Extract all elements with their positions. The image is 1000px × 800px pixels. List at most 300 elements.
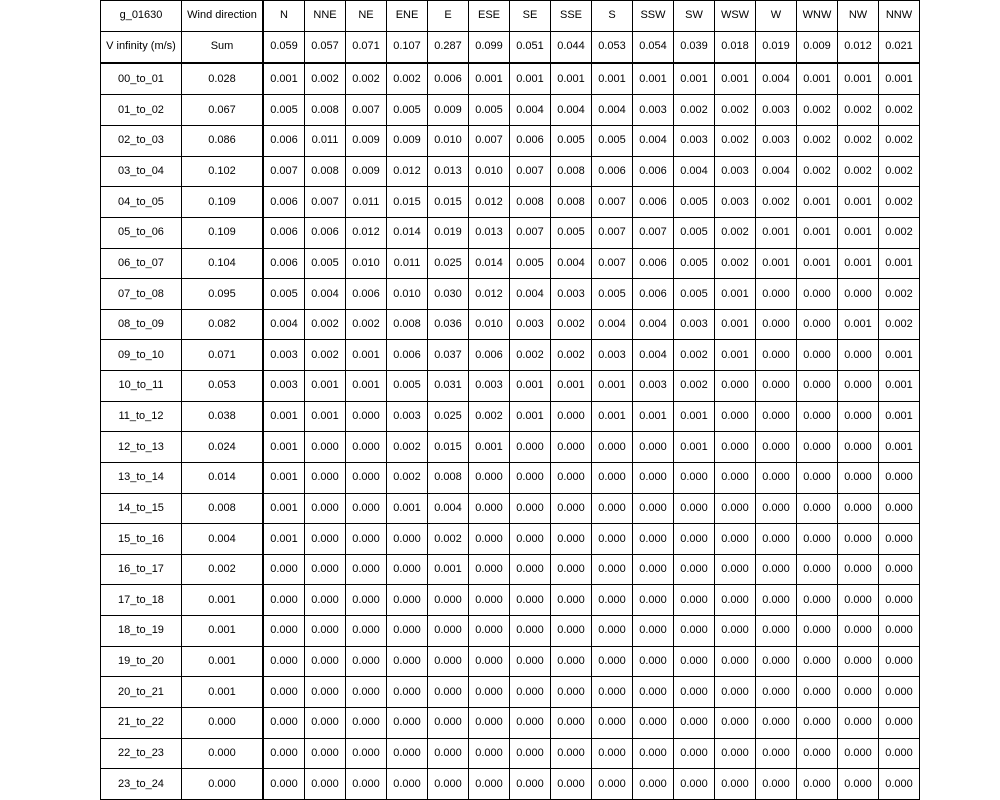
direction-header-cell: NNE bbox=[305, 1, 346, 32]
direction-sum-cell: 0.044 bbox=[551, 31, 592, 63]
speed-bin-label: 22_to_23 bbox=[101, 738, 182, 769]
frequency-cell: 0.000 bbox=[263, 738, 305, 769]
speed-bin-sum: 0.001 bbox=[182, 616, 264, 647]
frequency-cell: 0.000 bbox=[387, 677, 428, 708]
frequency-cell: 0.001 bbox=[346, 340, 387, 371]
frequency-cell: 0.006 bbox=[263, 248, 305, 279]
frequency-cell: 0.012 bbox=[346, 217, 387, 248]
frequency-cell: 0.005 bbox=[469, 95, 510, 126]
frequency-cell: 0.001 bbox=[263, 462, 305, 493]
direction-header-cell: SSE bbox=[551, 1, 592, 32]
frequency-cell: 0.030 bbox=[428, 279, 469, 310]
frequency-cell: 0.000 bbox=[346, 616, 387, 647]
frequency-cell: 0.005 bbox=[387, 371, 428, 402]
frequency-cell: 0.000 bbox=[879, 462, 920, 493]
frequency-cell: 0.000 bbox=[551, 524, 592, 555]
direction-sum-cell: 0.099 bbox=[469, 31, 510, 63]
frequency-cell: 0.005 bbox=[263, 279, 305, 310]
direction-header: Wind direction bbox=[182, 1, 264, 32]
frequency-cell: 0.001 bbox=[510, 371, 551, 402]
table-row bbox=[101, 371, 920, 402]
frequency-cell: 0.001 bbox=[879, 63, 920, 95]
frequency-cell: 0.000 bbox=[797, 554, 838, 585]
frequency-cell: 0.000 bbox=[797, 769, 838, 800]
frequency-cell: 0.000 bbox=[551, 585, 592, 616]
frequency-cell: 0.015 bbox=[428, 432, 469, 463]
frequency-cell: 0.000 bbox=[510, 769, 551, 800]
frequency-cell: 0.000 bbox=[838, 279, 879, 310]
frequency-cell: 0.005 bbox=[592, 126, 633, 157]
direction-sum-cell: 0.287 bbox=[428, 31, 469, 63]
frequency-cell: 0.000 bbox=[838, 585, 879, 616]
frequency-cell: 0.000 bbox=[756, 646, 797, 677]
frequency-cell: 0.002 bbox=[879, 187, 920, 218]
speed-bin-sum: 0.071 bbox=[182, 340, 264, 371]
frequency-cell: 0.000 bbox=[838, 340, 879, 371]
frequency-cell: 0.000 bbox=[305, 646, 346, 677]
frequency-cell: 0.002 bbox=[797, 156, 838, 187]
direction-header-cell: NE bbox=[346, 1, 387, 32]
direction-header-cell: WSW bbox=[715, 1, 756, 32]
frequency-cell: 0.003 bbox=[263, 371, 305, 402]
frequency-cell: 0.004 bbox=[510, 95, 551, 126]
speed-bin-sum: 0.024 bbox=[182, 432, 264, 463]
frequency-cell: 0.000 bbox=[633, 646, 674, 677]
frequency-cell: 0.001 bbox=[674, 401, 715, 432]
frequency-cell: 0.004 bbox=[633, 309, 674, 340]
direction-sum-cell: 0.054 bbox=[633, 31, 674, 63]
frequency-cell: 0.000 bbox=[879, 769, 920, 800]
frequency-cell: 0.001 bbox=[633, 63, 674, 95]
frequency-cell: 0.000 bbox=[305, 554, 346, 585]
frequency-cell: 0.004 bbox=[551, 248, 592, 279]
frequency-cell: 0.000 bbox=[387, 616, 428, 647]
frequency-cell: 0.037 bbox=[428, 340, 469, 371]
frequency-cell: 0.000 bbox=[346, 707, 387, 738]
frequency-cell: 0.000 bbox=[633, 707, 674, 738]
frequency-cell: 0.012 bbox=[387, 156, 428, 187]
frequency-cell: 0.002 bbox=[838, 95, 879, 126]
speed-bin-sum: 0.038 bbox=[182, 401, 264, 432]
frequency-cell: 0.000 bbox=[469, 646, 510, 677]
frequency-cell: 0.000 bbox=[510, 493, 551, 524]
frequency-cell: 0.013 bbox=[469, 217, 510, 248]
frequency-cell: 0.000 bbox=[551, 646, 592, 677]
frequency-cell: 0.000 bbox=[551, 677, 592, 708]
frequency-cell: 0.000 bbox=[756, 279, 797, 310]
speed-bin-sum: 0.053 bbox=[182, 371, 264, 402]
frequency-cell: 0.006 bbox=[633, 279, 674, 310]
frequency-cell: 0.000 bbox=[346, 554, 387, 585]
wind-frequency-table bbox=[100, 0, 920, 800]
frequency-cell: 0.000 bbox=[633, 616, 674, 647]
frequency-cell: 0.000 bbox=[756, 401, 797, 432]
sum-label: Sum bbox=[182, 31, 264, 63]
table-row bbox=[101, 493, 920, 524]
frequency-cell: 0.002 bbox=[674, 95, 715, 126]
speed-bin-sum: 0.109 bbox=[182, 187, 264, 218]
frequency-cell: 0.007 bbox=[592, 248, 633, 279]
frequency-cell: 0.001 bbox=[387, 493, 428, 524]
frequency-cell: 0.001 bbox=[715, 309, 756, 340]
direction-header-cell: ESE bbox=[469, 1, 510, 32]
frequency-cell: 0.000 bbox=[674, 707, 715, 738]
frequency-cell: 0.001 bbox=[715, 279, 756, 310]
frequency-cell: 0.000 bbox=[551, 401, 592, 432]
table-row bbox=[101, 677, 920, 708]
speed-bin-sum: 0.008 bbox=[182, 493, 264, 524]
frequency-cell: 0.001 bbox=[838, 63, 879, 95]
frequency-cell: 0.008 bbox=[551, 156, 592, 187]
frequency-cell: 0.003 bbox=[592, 340, 633, 371]
frequency-cell: 0.008 bbox=[305, 156, 346, 187]
frequency-cell: 0.025 bbox=[428, 401, 469, 432]
frequency-cell: 0.000 bbox=[674, 677, 715, 708]
speed-bin-label: 23_to_24 bbox=[101, 769, 182, 800]
speed-bin-sum: 0.102 bbox=[182, 156, 264, 187]
frequency-cell: 0.000 bbox=[879, 738, 920, 769]
frequency-cell: 0.000 bbox=[469, 769, 510, 800]
frequency-cell: 0.006 bbox=[263, 126, 305, 157]
frequency-cell: 0.002 bbox=[797, 126, 838, 157]
frequency-cell: 0.000 bbox=[756, 524, 797, 555]
frequency-cell: 0.000 bbox=[838, 554, 879, 585]
speed-bin-label: 11_to_12 bbox=[101, 401, 182, 432]
frequency-cell: 0.000 bbox=[756, 462, 797, 493]
frequency-cell: 0.006 bbox=[346, 279, 387, 310]
frequency-cell: 0.000 bbox=[756, 585, 797, 616]
frequency-cell: 0.002 bbox=[387, 432, 428, 463]
frequency-cell: 0.005 bbox=[387, 95, 428, 126]
frequency-cell: 0.002 bbox=[879, 279, 920, 310]
frequency-cell: 0.000 bbox=[510, 524, 551, 555]
frequency-cell: 0.006 bbox=[263, 187, 305, 218]
speed-bin-sum: 0.000 bbox=[182, 769, 264, 800]
frequency-cell: 0.000 bbox=[510, 646, 551, 677]
frequency-cell: 0.000 bbox=[305, 493, 346, 524]
frequency-cell: 0.004 bbox=[551, 95, 592, 126]
speed-bin-label: 15_to_16 bbox=[101, 524, 182, 555]
frequency-cell: 0.010 bbox=[469, 309, 510, 340]
frequency-cell: 0.000 bbox=[346, 524, 387, 555]
frequency-cell: 0.005 bbox=[305, 248, 346, 279]
speed-bin-sum: 0.109 bbox=[182, 217, 264, 248]
frequency-cell: 0.000 bbox=[838, 646, 879, 677]
frequency-cell: 0.000 bbox=[633, 524, 674, 555]
frequency-cell: 0.000 bbox=[879, 646, 920, 677]
frequency-cell: 0.000 bbox=[387, 738, 428, 769]
speed-bin-label: 07_to_08 bbox=[101, 279, 182, 310]
frequency-cell: 0.000 bbox=[674, 769, 715, 800]
frequency-cell: 0.000 bbox=[756, 340, 797, 371]
frequency-cell: 0.000 bbox=[838, 677, 879, 708]
frequency-cell: 0.000 bbox=[263, 707, 305, 738]
frequency-cell: 0.000 bbox=[510, 554, 551, 585]
speed-bin-sum: 0.002 bbox=[182, 554, 264, 585]
frequency-cell: 0.007 bbox=[592, 187, 633, 218]
frequency-cell: 0.000 bbox=[428, 585, 469, 616]
frequency-cell: 0.006 bbox=[387, 340, 428, 371]
frequency-cell: 0.000 bbox=[715, 524, 756, 555]
direction-sum-cell: 0.107 bbox=[387, 31, 428, 63]
table-row bbox=[101, 63, 920, 95]
frequency-cell: 0.002 bbox=[346, 63, 387, 95]
frequency-cell: 0.000 bbox=[838, 401, 879, 432]
frequency-cell: 0.000 bbox=[592, 432, 633, 463]
frequency-cell: 0.000 bbox=[879, 677, 920, 708]
frequency-cell: 0.012 bbox=[469, 279, 510, 310]
frequency-cell: 0.000 bbox=[674, 585, 715, 616]
speed-bin-label: 13_to_14 bbox=[101, 462, 182, 493]
frequency-cell: 0.001 bbox=[305, 371, 346, 402]
direction-sum-cell: 0.019 bbox=[756, 31, 797, 63]
frequency-cell: 0.001 bbox=[879, 401, 920, 432]
frequency-cell: 0.000 bbox=[305, 524, 346, 555]
speed-bin-sum: 0.082 bbox=[182, 309, 264, 340]
frequency-cell: 0.000 bbox=[305, 462, 346, 493]
frequency-cell: 0.005 bbox=[592, 279, 633, 310]
frequency-cell: 0.000 bbox=[346, 493, 387, 524]
speed-header: V infinity (m/s) bbox=[101, 31, 182, 63]
frequency-cell: 0.000 bbox=[674, 462, 715, 493]
frequency-cell: 0.012 bbox=[469, 187, 510, 218]
frequency-cell: 0.014 bbox=[469, 248, 510, 279]
frequency-cell: 0.000 bbox=[469, 462, 510, 493]
frequency-cell: 0.000 bbox=[263, 646, 305, 677]
frequency-cell: 0.002 bbox=[838, 126, 879, 157]
frequency-cell: 0.000 bbox=[305, 738, 346, 769]
frequency-cell: 0.002 bbox=[879, 217, 920, 248]
frequency-cell: 0.000 bbox=[838, 432, 879, 463]
frequency-cell: 0.000 bbox=[510, 738, 551, 769]
frequency-cell: 0.001 bbox=[346, 371, 387, 402]
frequency-cell: 0.003 bbox=[551, 279, 592, 310]
frequency-cell: 0.000 bbox=[469, 493, 510, 524]
frequency-cell: 0.007 bbox=[510, 217, 551, 248]
frequency-cell: 0.000 bbox=[510, 462, 551, 493]
frequency-cell: 0.002 bbox=[510, 340, 551, 371]
frequency-cell: 0.011 bbox=[346, 187, 387, 218]
frequency-cell: 0.000 bbox=[756, 677, 797, 708]
frequency-cell: 0.000 bbox=[346, 401, 387, 432]
frequency-cell: 0.000 bbox=[263, 616, 305, 647]
frequency-cell: 0.000 bbox=[510, 677, 551, 708]
frequency-cell: 0.001 bbox=[879, 432, 920, 463]
frequency-cell: 0.000 bbox=[305, 585, 346, 616]
direction-sum-cell: 0.018 bbox=[715, 31, 756, 63]
frequency-cell: 0.001 bbox=[428, 554, 469, 585]
direction-sum-cell: 0.057 bbox=[305, 31, 346, 63]
frequency-cell: 0.011 bbox=[305, 126, 346, 157]
frequency-cell: 0.000 bbox=[838, 738, 879, 769]
frequency-cell: 0.001 bbox=[838, 309, 879, 340]
frequency-cell: 0.000 bbox=[551, 616, 592, 647]
frequency-cell: 0.000 bbox=[797, 524, 838, 555]
frequency-cell: 0.004 bbox=[305, 279, 346, 310]
frequency-cell: 0.003 bbox=[715, 187, 756, 218]
frequency-cell: 0.000 bbox=[879, 707, 920, 738]
frequency-cell: 0.007 bbox=[633, 217, 674, 248]
frequency-cell: 0.004 bbox=[633, 126, 674, 157]
frequency-cell: 0.001 bbox=[633, 401, 674, 432]
frequency-cell: 0.036 bbox=[428, 309, 469, 340]
frequency-cell: 0.000 bbox=[633, 677, 674, 708]
frequency-cell: 0.009 bbox=[346, 156, 387, 187]
frequency-cell: 0.000 bbox=[346, 432, 387, 463]
frequency-cell: 0.000 bbox=[592, 554, 633, 585]
frequency-cell: 0.000 bbox=[387, 524, 428, 555]
frequency-cell: 0.007 bbox=[305, 187, 346, 218]
frequency-cell: 0.001 bbox=[797, 217, 838, 248]
table-row bbox=[101, 248, 920, 279]
frequency-cell: 0.005 bbox=[674, 187, 715, 218]
direction-header-cell: E bbox=[428, 1, 469, 32]
direction-sum-cell: 0.053 bbox=[592, 31, 633, 63]
frequency-cell: 0.001 bbox=[551, 63, 592, 95]
sum-row bbox=[101, 31, 920, 63]
frequency-cell: 0.002 bbox=[305, 309, 346, 340]
frequency-cell: 0.000 bbox=[797, 309, 838, 340]
frequency-cell: 0.002 bbox=[305, 340, 346, 371]
frequency-cell: 0.003 bbox=[715, 156, 756, 187]
speed-bin-label: 06_to_07 bbox=[101, 248, 182, 279]
frequency-cell: 0.000 bbox=[838, 769, 879, 800]
frequency-cell: 0.002 bbox=[715, 95, 756, 126]
frequency-cell: 0.005 bbox=[674, 248, 715, 279]
table-row bbox=[101, 738, 920, 769]
frequency-cell: 0.008 bbox=[305, 95, 346, 126]
frequency-cell: 0.000 bbox=[838, 462, 879, 493]
frequency-cell: 0.003 bbox=[263, 340, 305, 371]
frequency-cell: 0.004 bbox=[756, 156, 797, 187]
frequency-cell: 0.000 bbox=[428, 646, 469, 677]
frequency-cell: 0.002 bbox=[674, 371, 715, 402]
frequency-cell: 0.000 bbox=[797, 462, 838, 493]
frequency-cell: 0.000 bbox=[756, 707, 797, 738]
direction-sum-cell: 0.009 bbox=[797, 31, 838, 63]
frequency-cell: 0.000 bbox=[879, 585, 920, 616]
frequency-cell: 0.000 bbox=[715, 462, 756, 493]
frequency-cell: 0.000 bbox=[305, 616, 346, 647]
frequency-cell: 0.000 bbox=[510, 707, 551, 738]
frequency-cell: 0.001 bbox=[715, 340, 756, 371]
frequency-cell: 0.000 bbox=[674, 493, 715, 524]
frequency-cell: 0.000 bbox=[346, 738, 387, 769]
frequency-cell: 0.002 bbox=[428, 524, 469, 555]
frequency-cell: 0.000 bbox=[510, 585, 551, 616]
frequency-cell: 0.000 bbox=[715, 677, 756, 708]
speed-bin-label: 09_to_10 bbox=[101, 340, 182, 371]
frequency-cell: 0.004 bbox=[633, 340, 674, 371]
frequency-cell: 0.000 bbox=[715, 401, 756, 432]
table-row bbox=[101, 279, 920, 310]
frequency-cell: 0.001 bbox=[797, 187, 838, 218]
speed-bin-label: 04_to_05 bbox=[101, 187, 182, 218]
frequency-cell: 0.010 bbox=[387, 279, 428, 310]
frequency-cell: 0.000 bbox=[756, 616, 797, 647]
frequency-cell: 0.001 bbox=[263, 63, 305, 95]
frequency-cell: 0.005 bbox=[551, 126, 592, 157]
frequency-cell: 0.001 bbox=[592, 401, 633, 432]
frequency-cell: 0.000 bbox=[469, 554, 510, 585]
frequency-cell: 0.001 bbox=[756, 248, 797, 279]
direction-sum-cell: 0.012 bbox=[838, 31, 879, 63]
direction-sum-cell: 0.021 bbox=[879, 31, 920, 63]
frequency-cell: 0.000 bbox=[633, 462, 674, 493]
table-row bbox=[101, 340, 920, 371]
frequency-cell: 0.000 bbox=[797, 585, 838, 616]
frequency-cell: 0.004 bbox=[756, 63, 797, 95]
frequency-cell: 0.000 bbox=[428, 616, 469, 647]
direction-header-cell: ENE bbox=[387, 1, 428, 32]
frequency-cell: 0.000 bbox=[633, 585, 674, 616]
frequency-cell: 0.002 bbox=[879, 156, 920, 187]
table-row bbox=[101, 95, 920, 126]
frequency-cell: 0.000 bbox=[756, 371, 797, 402]
frequency-cell: 0.000 bbox=[715, 769, 756, 800]
frequency-cell: 0.002 bbox=[387, 462, 428, 493]
frequency-cell: 0.031 bbox=[428, 371, 469, 402]
frequency-cell: 0.000 bbox=[263, 769, 305, 800]
frequency-cell: 0.000 bbox=[838, 707, 879, 738]
frequency-cell: 0.001 bbox=[879, 371, 920, 402]
frequency-cell: 0.006 bbox=[305, 217, 346, 248]
frequency-cell: 0.003 bbox=[674, 309, 715, 340]
speed-bin-sum: 0.067 bbox=[182, 95, 264, 126]
speed-bin-label: 05_to_06 bbox=[101, 217, 182, 248]
frequency-cell: 0.015 bbox=[387, 187, 428, 218]
direction-sum-cell: 0.051 bbox=[510, 31, 551, 63]
frequency-cell: 0.002 bbox=[756, 187, 797, 218]
direction-header-cell: W bbox=[756, 1, 797, 32]
frequency-cell: 0.001 bbox=[838, 217, 879, 248]
table-row bbox=[101, 646, 920, 677]
frequency-cell: 0.001 bbox=[263, 432, 305, 463]
frequency-cell: 0.003 bbox=[469, 371, 510, 402]
speed-bin-label: 01_to_02 bbox=[101, 95, 182, 126]
frequency-cell: 0.000 bbox=[592, 646, 633, 677]
frequency-cell: 0.000 bbox=[551, 738, 592, 769]
frequency-cell: 0.000 bbox=[838, 524, 879, 555]
frequency-cell: 0.001 bbox=[838, 187, 879, 218]
frequency-cell: 0.003 bbox=[633, 371, 674, 402]
frequency-cell: 0.001 bbox=[879, 340, 920, 371]
frequency-cell: 0.000 bbox=[592, 524, 633, 555]
frequency-cell: 0.002 bbox=[715, 217, 756, 248]
frequency-cell: 0.000 bbox=[469, 585, 510, 616]
frequency-cell: 0.000 bbox=[797, 707, 838, 738]
frequency-cell: 0.014 bbox=[387, 217, 428, 248]
table-row bbox=[101, 769, 920, 800]
frequency-cell: 0.000 bbox=[715, 554, 756, 585]
speed-bin-label: 03_to_04 bbox=[101, 156, 182, 187]
frequency-cell: 0.000 bbox=[592, 677, 633, 708]
frequency-cell: 0.000 bbox=[838, 493, 879, 524]
direction-header-cell: SSW bbox=[633, 1, 674, 32]
frequency-cell: 0.008 bbox=[510, 187, 551, 218]
frequency-cell: 0.002 bbox=[551, 340, 592, 371]
frequency-cell: 0.000 bbox=[715, 707, 756, 738]
frequency-cell: 0.002 bbox=[469, 401, 510, 432]
direction-header-cell: NNW bbox=[879, 1, 920, 32]
frequency-cell: 0.000 bbox=[346, 462, 387, 493]
frequency-cell: 0.000 bbox=[551, 493, 592, 524]
frequency-cell: 0.003 bbox=[756, 126, 797, 157]
frequency-cell: 0.019 bbox=[428, 217, 469, 248]
speed-bin-label: 21_to_22 bbox=[101, 707, 182, 738]
frequency-cell: 0.008 bbox=[551, 187, 592, 218]
frequency-cell: 0.000 bbox=[633, 769, 674, 800]
